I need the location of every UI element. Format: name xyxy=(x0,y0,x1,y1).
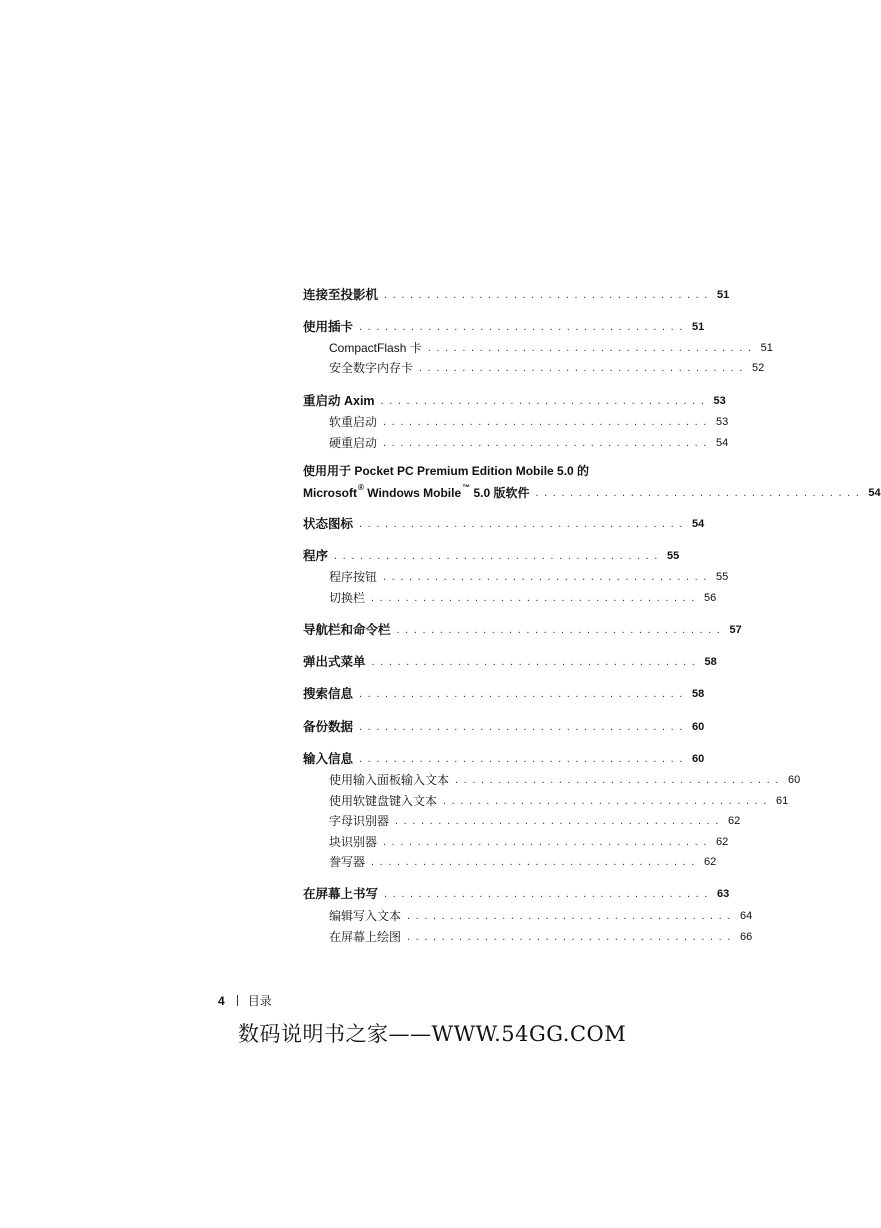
toc-entry-title: 块识别器 xyxy=(329,835,378,849)
toc-entry[interactable] xyxy=(329,337,773,355)
toc-entry[interactable] xyxy=(303,748,705,766)
dot-leader: ...................................... xyxy=(383,416,712,428)
toc-entry-page: 51 xyxy=(691,321,705,333)
dot-leader: ...................................... xyxy=(535,487,865,499)
dot-leader: ...................................... xyxy=(407,931,736,943)
dot-leader: ...................................... xyxy=(371,656,701,668)
dot-leader: ...................................... xyxy=(371,856,700,868)
page-footer xyxy=(218,992,272,1009)
toc-entry-title: 搜索信息 xyxy=(303,687,354,701)
toc-entry[interactable] xyxy=(329,411,729,429)
page-number: 4 xyxy=(218,994,225,1008)
dot-leader: ...................................... xyxy=(443,795,772,807)
toc-entry[interactable] xyxy=(303,651,717,669)
toc-entry[interactable] xyxy=(303,716,705,734)
toc-entry-page: 63 xyxy=(716,888,730,900)
toc-entry[interactable] xyxy=(303,284,730,302)
dot-leader: ...................................... xyxy=(383,571,712,583)
dot-leader: ...................................... xyxy=(359,518,688,530)
watermark-text: 数码说明书之家——WWW.54GG.COM xyxy=(238,1022,627,1046)
toc-entry-title: 导航栏和命令栏 xyxy=(303,623,391,637)
dot-leader: ...................................... xyxy=(396,624,726,636)
toc-entry-page: 55 xyxy=(666,550,680,562)
toc-entry-title-line2: Microsoft® Windows Mobile™ 5.0 版软件 xyxy=(303,483,530,500)
toc-entry-page: 57 xyxy=(729,624,742,636)
toc-entry-title: 字母识别器 xyxy=(329,814,390,828)
toc-entry-title: 输入信息 xyxy=(303,752,354,766)
toc-entry-page: 51 xyxy=(760,342,773,354)
dot-leader: ...................................... xyxy=(427,342,757,354)
toc-entry-page: 52 xyxy=(751,362,765,374)
toc-entry-title: 弹出式菜单 xyxy=(303,655,366,669)
toc-entry-title: 使用输入面板输入文本 xyxy=(329,773,450,787)
toc-entry[interactable] xyxy=(303,683,705,701)
toc-entry-title: 誊写器 xyxy=(329,855,366,869)
toc-entry-page: 66 xyxy=(739,931,753,943)
toc-entry[interactable] xyxy=(303,316,705,334)
toc-entry-page: 60 xyxy=(691,721,705,733)
dot-leader: ...................................... xyxy=(395,815,724,827)
toc-entry-title: 安全数字内存卡 xyxy=(329,361,414,375)
toc-entry[interactable] xyxy=(329,905,753,923)
toc-entry[interactable] xyxy=(329,432,729,450)
dot-leader: ...................................... xyxy=(383,437,712,449)
toc-entry-title: 硬重启动 xyxy=(329,436,378,450)
toc-entry-title: 重启动 Axim xyxy=(303,394,375,408)
toc-entry-title: 切换栏 xyxy=(329,591,366,605)
toc-entry-page: 51 xyxy=(716,289,730,301)
toc-entry-page: 53 xyxy=(715,416,729,428)
toc-entry-page: 54 xyxy=(715,437,729,449)
section-title: 目录 xyxy=(247,994,272,1008)
toc-entry[interactable] xyxy=(329,851,717,869)
toc-entry-page: 58 xyxy=(691,688,705,700)
toc-entry-page: 54 xyxy=(691,518,705,530)
toc-entry-page: 53 xyxy=(713,395,726,407)
toc-entry-title: 状态图标 xyxy=(303,517,354,531)
toc-entry[interactable] xyxy=(329,810,741,828)
toc-entry-page: 62 xyxy=(715,836,729,848)
toc-entry[interactable] xyxy=(303,390,726,408)
toc-entry-page: 60 xyxy=(787,774,801,786)
toc-entry-title: 编辑写入文本 xyxy=(329,909,402,923)
toc-entry[interactable] xyxy=(329,790,789,808)
toc-entry[interactable] xyxy=(303,545,680,563)
toc-entry-title: CompactFlash 卡 xyxy=(329,341,422,355)
toc-entry-title: 使用软键盘键入文本 xyxy=(329,794,438,808)
dot-leader: ...................................... xyxy=(407,910,736,922)
toc-entry[interactable] xyxy=(329,587,717,605)
toc-entry-title: 在屏幕上绘图 xyxy=(329,930,402,944)
toc-entry-page: 64 xyxy=(739,910,753,922)
toc-entry[interactable] xyxy=(329,357,765,375)
toc-entry-page: 60 xyxy=(691,753,705,765)
toc-entry-title-line1: 使用用于 Pocket PC Premium Edition Mobile 5.0 的 xyxy=(303,464,590,478)
toc-entry-title: 程序 xyxy=(303,549,329,563)
dot-leader: ...................................... xyxy=(359,688,688,700)
toc-entry-title: 使用插卡 xyxy=(303,320,354,334)
toc-entry-title: 连接至投影机 xyxy=(303,288,379,302)
dot-leader: ...................................... xyxy=(359,321,688,333)
toc-entry-page: 61 xyxy=(775,795,789,807)
toc-entry-page: 62 xyxy=(703,856,717,868)
dot-leader: ...................................... xyxy=(419,362,748,374)
toc-entry[interactable] xyxy=(329,831,729,849)
dot-leader: ...................................... xyxy=(384,888,713,900)
toc-entry-title: 备份数据 xyxy=(303,720,354,734)
toc-entry-page: 56 xyxy=(703,592,717,604)
toc-entry-page: 58 xyxy=(704,656,717,668)
toc-entry[interactable] xyxy=(329,769,801,787)
toc-entry[interactable] xyxy=(303,513,705,531)
toc-entry[interactable] xyxy=(303,619,742,637)
dot-leader: ...................................... xyxy=(384,289,713,301)
dot-leader: ...................................... xyxy=(334,550,663,562)
toc-entry-title: 程序按钮 xyxy=(329,570,378,584)
dot-leader: ...................................... xyxy=(371,592,700,604)
footer-divider xyxy=(237,995,238,1006)
toc-entry-page: 62 xyxy=(727,815,741,827)
toc-entry[interactable] xyxy=(303,883,730,901)
toc-entry-page: 55 xyxy=(715,571,729,583)
dot-leader: ...................................... xyxy=(359,721,688,733)
dot-leader: ...................................... xyxy=(380,395,710,407)
dot-leader: ...................................... xyxy=(383,836,712,848)
dot-leader: ...................................... xyxy=(359,753,688,765)
dot-leader: ...................................... xyxy=(455,774,784,786)
toc-entry-title: 软重启动 xyxy=(329,415,378,429)
toc-entry[interactable] xyxy=(329,566,729,584)
toc-entry-title: 在屏幕上书写 xyxy=(303,887,379,901)
toc-entry-page: 54 xyxy=(868,487,881,499)
toc-entry[interactable] xyxy=(329,926,753,944)
